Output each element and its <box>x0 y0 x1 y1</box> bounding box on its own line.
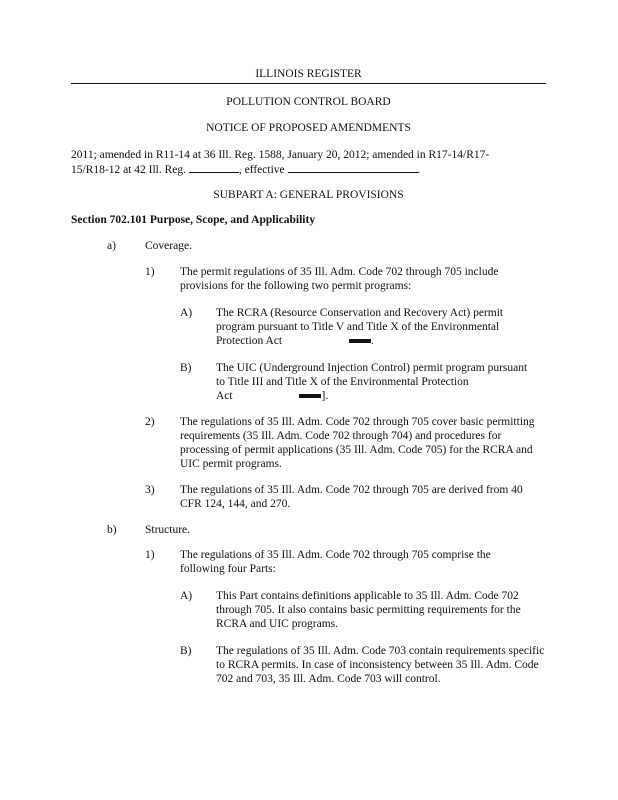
para-a-title: Coverage. <box>145 240 192 252</box>
para-b1-num: 1) <box>145 549 155 561</box>
header-rule <box>71 83 546 84</box>
blank-effective-date <box>288 163 418 173</box>
para-b1-text: The regulations of 35 Ill. Adm. Code 702 through 705 comprise the following four Parts: <box>180 549 491 575</box>
subpart-heading: SUBPART A: GENERAL PROVISIONS <box>213 189 404 201</box>
redacted-space-b <box>235 390 295 399</box>
para-a-label: a) <box>107 240 116 252</box>
para-a2-text: The regulations of 35 Ill. Adm. Code 702 through 705 cover basic permitting requirements (35 Ill. Adm. Code 702 through 704) and procedures for processing of permit applications (35 Ill. Adm. Code 705) for the RCRA and UIC permit programs. <box>180 416 535 470</box>
para-a1B-last: Act <box>216 390 233 402</box>
section-heading: Section 702.101 Purpose, Scope, and Applicability <box>71 214 316 226</box>
para-b-title: Structure. <box>145 524 191 536</box>
para-b1A-text: This Part contains definitions applicable to 35 Ill. Adm. Code 702 through 705. It also contains basic permitting requirements for the RCRA and UIC programs. <box>216 590 521 630</box>
blank-register-page <box>189 163 239 173</box>
para-b1A-num: A) <box>180 590 193 602</box>
para-a1A-text <box>216 306 536 348</box>
register-title: ILLINOIS REGISTER <box>255 68 362 80</box>
para-b1B-text: The regulations of 35 Ill. Adm. Code 703 contain requirements specific to RCRA permits. In case of inconsistency between 35 Ill. Adm. Code 702 and 703, 35 Ill. Adm. Code 703 will control. <box>216 645 545 685</box>
redacted-space <box>285 335 345 344</box>
para-a1-num: 1) <box>145 266 155 278</box>
para-b1B-num: B) <box>180 645 192 657</box>
para-a1A-last: Protection Act <box>216 335 283 347</box>
para-a1A-end: . <box>371 335 374 347</box>
para-a2-num: 2) <box>145 416 155 428</box>
history-line-2c: . <box>417 164 421 176</box>
para-a1B-body: The UIC (Underground Injection Control) permit program pursuant to Title III and Title X of the Environmental Protection <box>216 362 528 388</box>
para-a1-text: The permit regulations of 35 Ill. Adm. Code 702 through 705 include provisions for the following two permit programs: <box>180 266 499 292</box>
para-a1B-num: B) <box>180 362 192 374</box>
para-b-label: b) <box>107 524 117 536</box>
history-line-2a: 15/R18-12 at 42 Ill. Reg. <box>71 164 186 176</box>
para-a1B-end: ]. <box>321 390 329 402</box>
redaction-mark <box>349 339 371 343</box>
para-a1B-text <box>216 361 536 403</box>
para-a1A-num: A) <box>180 307 193 319</box>
history-line-2b: , effective <box>238 164 285 176</box>
notice-title: NOTICE OF PROPOSED AMENDMENTS <box>206 122 411 134</box>
history-line-1: 2011; amended in R11-14 at 36 Ill. Reg. 1588, January 20, 2012; amended in R17-14/R17- <box>71 149 490 161</box>
para-a3-text: The regulations of 35 Ill. Adm. Code 702 through 705 are derived from 40 CFR 124, 144, and 270. <box>180 484 523 510</box>
agency-name: POLLUTION CONTROL BOARD <box>226 96 391 108</box>
para-a3-num: 3) <box>145 484 155 496</box>
para-a1A-body: The RCRA (Resource Conservation and Recovery Act) permit program pursuant to Title V and Title X of the Environmental <box>216 307 504 333</box>
history-line-2 <box>71 163 420 176</box>
redaction-mark-b <box>299 394 321 398</box>
